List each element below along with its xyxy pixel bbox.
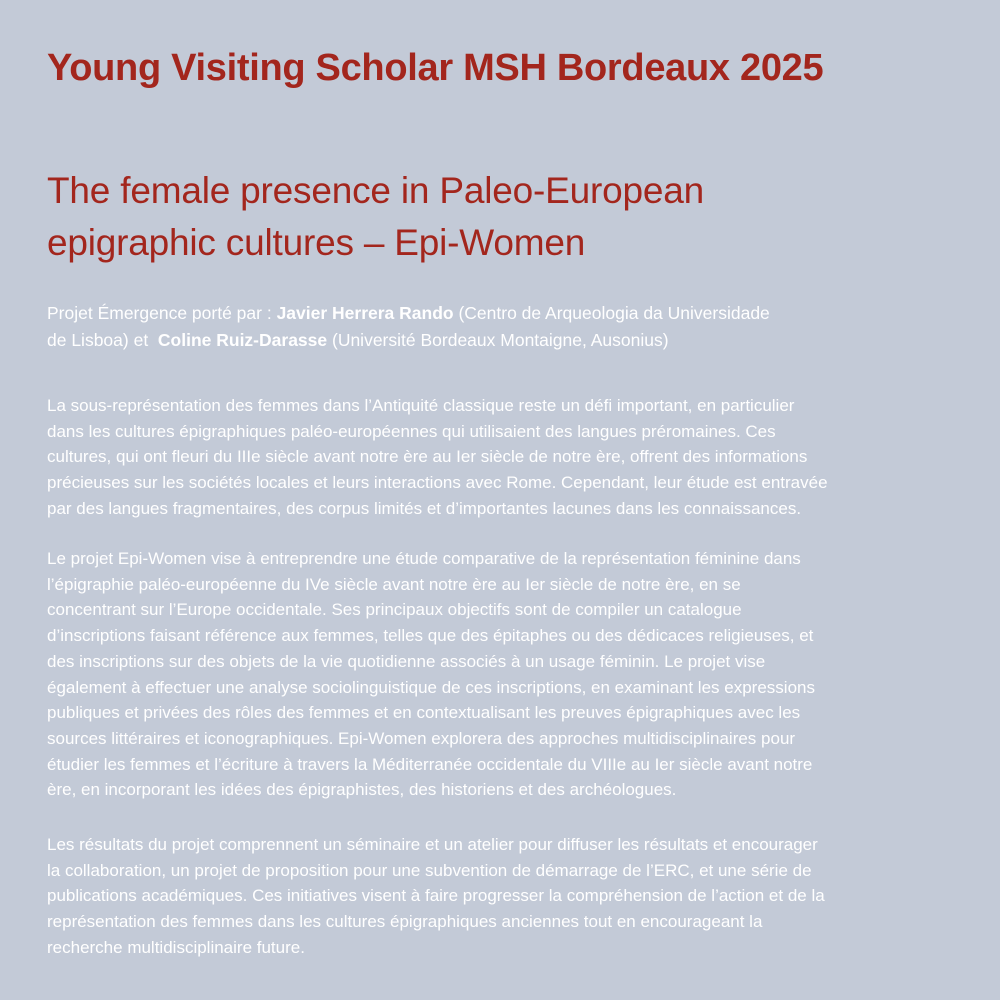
- author-2-affiliation: (Université Bordeaux Montaigne, Ausonius): [327, 330, 669, 350]
- paragraph-line: l’épigraphie paléo-européenne du IVe siècle avant notre ère au Ier siècle de notre ère, en se: [47, 574, 741, 594]
- paragraph-line: publications académiques. Ces initiatives visent à faire progresser la compréhension de l’action et de la: [47, 886, 825, 906]
- paragraph-line: précieuses sur les sociétés locales et leurs interactions avec Rome. Cependant, leur étude est entravée: [47, 473, 828, 493]
- paragraph-line: La sous-représentation des femmes dans l’Antiquité classique reste un défi important, en particulier: [47, 396, 795, 415]
- paragraph-line: dans les cultures épigraphiques paléo-européennes qui utilisaient des langues préromaines. Ces: [47, 421, 776, 441]
- paragraph-line: recherche multidisciplinaire future.: [47, 937, 305, 957]
- paragraph-line: cultures, qui ont fleuri du IIIe siècle avant notre ère au Ier siècle de notre ère, offrent des informations: [47, 447, 808, 467]
- project-title-line: The female presence in Paleo-European: [47, 170, 704, 211]
- authors-line-2: [47, 327, 947, 354]
- authors-line-1: [47, 300, 947, 327]
- paragraph-results: [47, 832, 977, 961]
- paragraph-line: étudier les femmes et l’écriture à travers la Méditerranée occidentale du VIIIe au Ier siècle avant notre: [47, 754, 813, 774]
- author-2-name: Coline Ruiz-Darasse: [157, 330, 328, 350]
- paragraph-context: [47, 393, 977, 522]
- author-1-affiliation: (Centro de Arqueologia da Universidade: [453, 303, 770, 323]
- paragraph-objectives: [47, 546, 977, 803]
- paragraph-line: par des langues fragmentaires, des corpus limités et d’importantes lacunes dans les connaissances.: [47, 498, 802, 518]
- paragraph-line: concentrant sur l’Europe occidentale. Ses principaux objectifs sont de compiler un catalogue: [47, 600, 742, 620]
- paragraph-line: la collaboration, un projet de proposition pour une subvention de démarrage de l’ERC, et une série de: [47, 860, 812, 880]
- paragraph-line: ère, en incorporant les idées des épigraphistes, des historiens et des archéologues.: [47, 780, 677, 800]
- paragraph-line: publiques et privées des rôles des femmes et en contextualisant les preuves épigraphiques avec les: [47, 703, 801, 723]
- paragraph-line: d’inscriptions faisant référence aux femmes, telles que des épitaphes ou des dédicaces religieuses, et: [47, 626, 814, 646]
- paragraph-line: des inscriptions sur des objets de la vie quotidienne associés à un usage féminin. Le projet vise: [47, 651, 766, 671]
- paragraph-line: également à effectuer une analyse sociolinguistique de ces inscriptions, en examinant les expressions: [47, 677, 815, 697]
- paragraph-line: sources littéraires et iconographiques. Epi-Women explorera des approches multidisciplinaires pour: [47, 728, 796, 748]
- page-title: Young Visiting Scholar MSH Bordeaux 2025: [47, 47, 824, 89]
- project-authors: [47, 300, 947, 354]
- project-title: [47, 165, 947, 269]
- paragraph-line: Les résultats du projet comprennent un séminaire et un atelier pour diffuser les résultats et encourager: [47, 835, 818, 854]
- project-title-line: epigraphic cultures – Epi-Women: [47, 222, 586, 263]
- author-1-affiliation-cont: de Lisboa) et: [47, 330, 158, 350]
- authors-prefix: Projet Émergence porté par :: [47, 303, 277, 323]
- paragraph-line: Le projet Epi-Women vise à entreprendre une étude comparative de la représentation féminine dans: [47, 549, 801, 568]
- paragraph-line: représentation des femmes dans les cultures épigraphiques anciennes tout en encourageant la: [47, 912, 763, 932]
- author-1-name: Javier Herrera Rando: [276, 303, 454, 323]
